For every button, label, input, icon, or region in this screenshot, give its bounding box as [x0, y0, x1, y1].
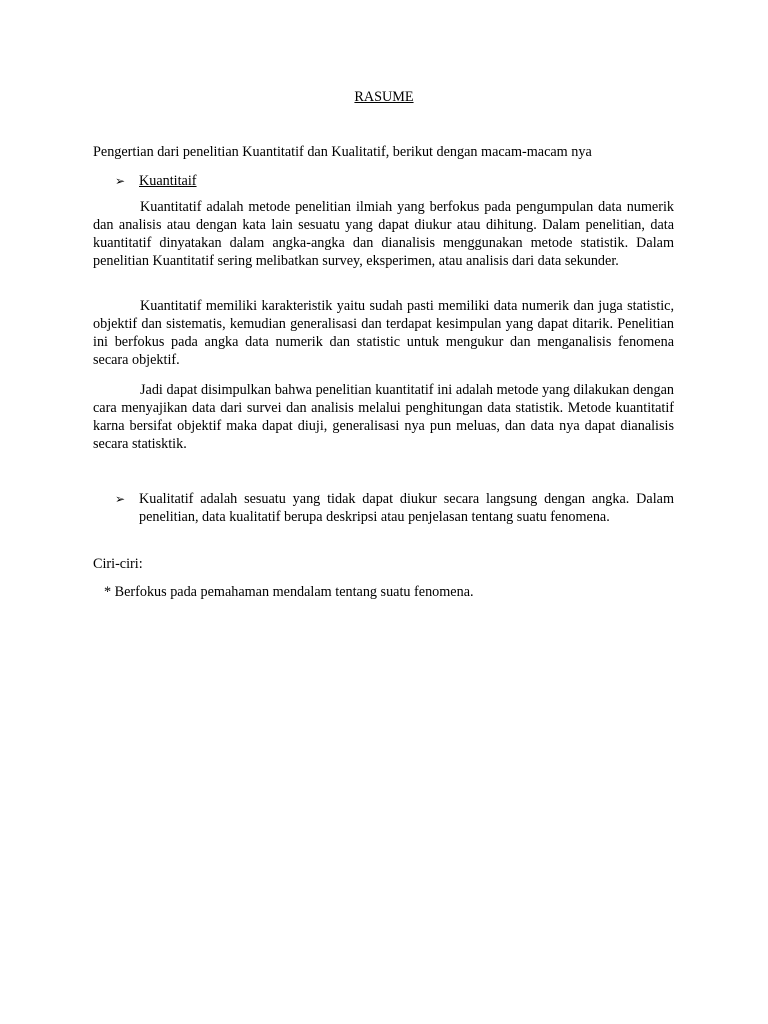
- kuantitatif-paragraph-definition: Kuantitatif adalah metode penelitian ilmiah yang berfokus pada pengumpulan data numerik dan analisis atau dengan kata lain sesuatu yang dapat diukur atau dihitung. Dalam penelitian, data kuantitatif dinyatakan dalam angka-angka dan dianalisis menggunakan metode statistik. Dalam penelitian Kuantitatif sering melibatkan survey, eksperimen, atau analisis dari data sekunder.: [93, 199, 674, 269]
- kualitatif-bullet-row: [115, 490, 674, 526]
- kuantitatif-heading-row: [115, 172, 197, 190]
- kuantitatif-paragraph-conclusion: Jadi dapat disimpulkan bahwa penelitian kuantitatif ini adalah metode yang dilakukan dengan cara menyajikan data dari survei dan analisis melalui penghitungan data statistik. Metode kuantitatif karna bersifat objektif maka dapat diuji, generalisasi nya pun meluas, dan data nya dapat dianalisis secara statisktik.: [93, 382, 674, 452]
- intro-line: Pengertian dari penelitian Kuantitatif dan Kualitatif, berikut dengan macam-macam nya: [93, 144, 592, 160]
- ciri-ciri-label: Ciri-ciri:: [93, 556, 143, 572]
- document-title: RASUME: [354, 89, 414, 105]
- ciri-list-item: * Berfokus pada pemahaman mendalam tentang suatu fenomena.: [104, 584, 474, 600]
- kuantitatif-heading: Kuantitaif: [139, 173, 197, 189]
- arrow-bullet-icon: ➢: [115, 492, 126, 506]
- kualitatif-definition: Kualitatif adalah sesuatu yang tidak dapat diukur secara langsung dengan angka. Dalam penelitian, data kualitatif berupa deskripsi atau penjelasan tentang suatu fenomena.: [139, 491, 674, 525]
- kuantitatif-paragraph-characteristics: Kuantitatif memiliki karakteristik yaitu sudah pasti memiliki data numerik dan juga statistic, objektif dan sistematis, kemudian generalisasi dan terdapat kesimpulan yang dapat ditarik. Penelitian ini berfokus pada angka data numerik dan statistic untuk mengukur dan menganalisis fenomena secara objektif.: [93, 298, 674, 368]
- arrow-bullet-icon: ➢: [115, 174, 126, 188]
